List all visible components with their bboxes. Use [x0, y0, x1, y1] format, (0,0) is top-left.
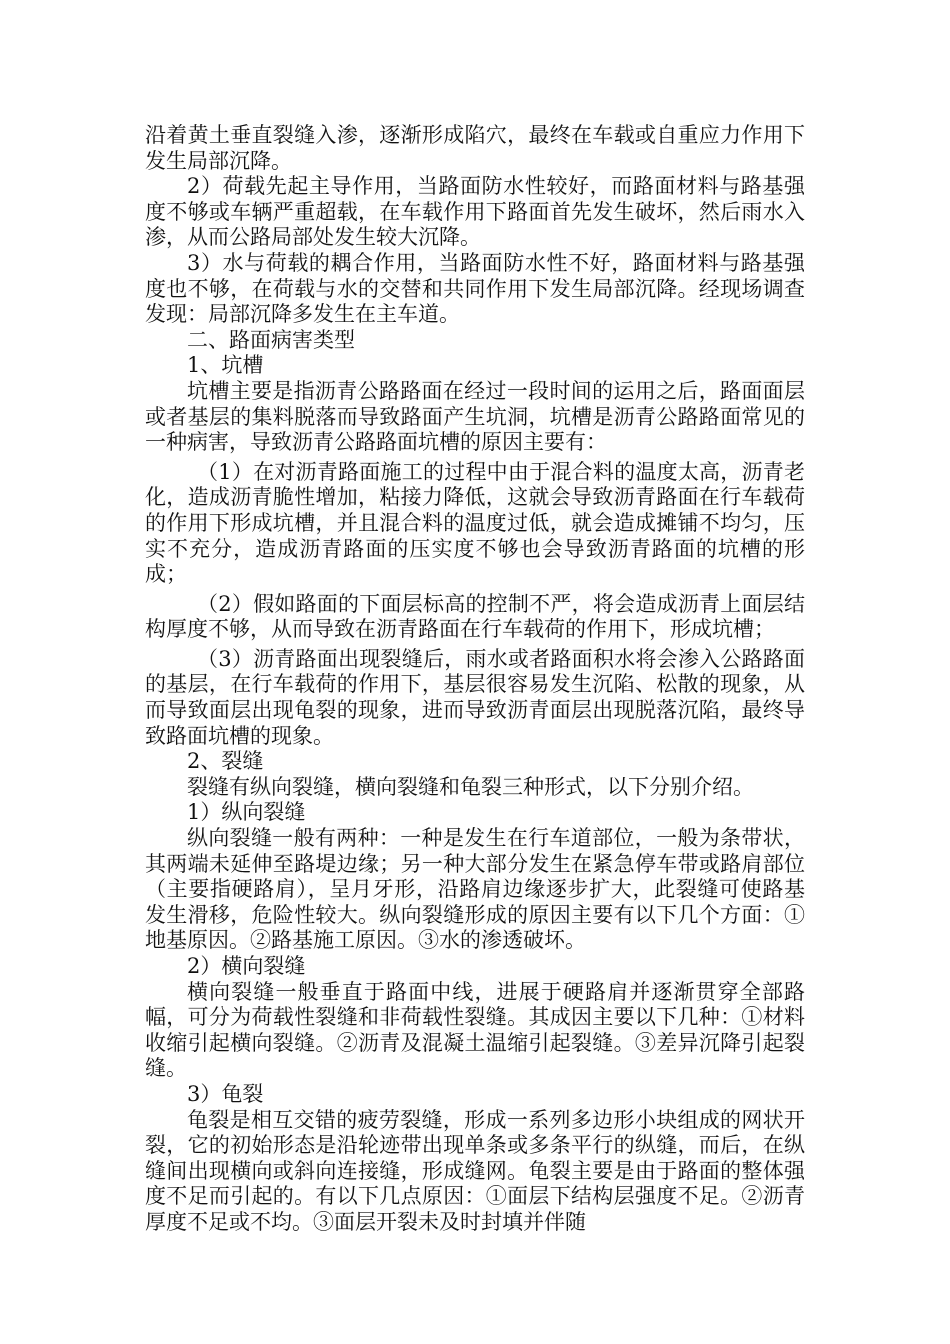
paragraph-cause-3: 3）水与荷载的耦合作用，当路面防水性不好，路面材料与路基强度也不够，在荷载与水的交替和共同作用下发生局部沉降。经现场调查发现：局部沉降多发生在主车道。 — [145, 250, 805, 327]
subheading-potholes: 1、坑槽 — [187, 353, 264, 378]
subheading-cracks: 2、裂缝 — [187, 749, 264, 774]
subheading-longitudinal-cracks: 1）纵向裂缝 — [187, 800, 306, 825]
paragraph-continuation: 沿着黄土垂直裂缝入渗，逐渐形成陷穴，最终在车载或自重应力作用下发生局部沉降。 — [145, 123, 805, 173]
paragraph-pothole-cause-3: （3）沥青路面出现裂缝后，雨水或者路面积水将会渗入公路路面的基层，在行车载荷的作用下，基层很容易发生沉陷、松散的现象，从而导致面层出现龟裂的现象，进而导致沥青面层出现脱落沉陷，最终导致路面坑槽的现象。 — [145, 646, 805, 748]
subheading-alligator-cracks: 3）龟裂 — [187, 1081, 264, 1106]
section-heading-pavement-damage-types: 二、路面病害类型 — [187, 327, 355, 352]
paragraph-potholes-intro: 坑槽主要是指沥青公路路面在经过一段时间的运用之后，路面面层或者基层的集料脱落而导致路面产生坑洞，坑槽是沥青公路路面常见的一种病害，导致沥青公路路面坑槽的原因主要有： — [145, 378, 805, 455]
paragraph-alligator-cracks: 龟裂是相互交错的疲劳裂缝，形成一系列多边形小块组成的网状开裂，它的初始形态是沿轮迹带出现单条或多条平行的纵缝，而后，在纵缝间出现横向或斜向连接缝，形成缝网。龟裂主要是由于路面的整体强度不足而引起的。有以下几点原因：①面层下结构层强度不足。②沥青厚度不足或不均。③面层开裂未及时封填并伴随 — [145, 1107, 805, 1234]
subheading-transverse-cracks: 2）横向裂缝 — [187, 954, 306, 978]
paragraph-longitudinal-cracks: 纵向裂缝一般有两种：一种是发生在行车道部位，一般为条带状，其两端未延伸至路堤边缘；另一种大部分发生在紧急停车带或路肩部位（主要指硬路肩），呈月牙形，沿路肩边缘逐步扩大，此裂缝可使路基发生滑移，危险性较大。纵向裂缝形成的原因主要有以下几个方面：①地基原因。②路基施工原因。③水的渗透破坏。 — [145, 826, 805, 953]
document-body — [145, 123, 805, 1236]
paragraph-cause-2: 2）荷载先起主导作用，当路面防水性较好，而路面材料与路基强度不够或车辆严重超载，在车载作用下路面首先发生破坏，然后雨水入渗，从而公路局部处发生较大沉降。 — [145, 174, 805, 250]
paragraph-cracks-intro: 裂缝有纵向裂缝，横向裂缝和龟裂三种形式，以下分别介绍。 — [187, 774, 754, 799]
paragraph-transverse-cracks: 横向裂缝一般垂直于路面中线，进展于硬路肩并逐渐贯穿全部路幅，可分为荷载性裂缝和非荷载性裂缝。其成因主要以下几种：①材料收缩引起横向裂缝。②沥青及混凝土温缩引起裂缝。③差异沉降引起裂缝。 — [145, 979, 805, 1081]
paragraph-pothole-cause-2: （2）假如路面的下面层标高的控制不严，将会造成沥青上面层结构厚度不够，从而导致在沥青路面在行车载荷的作用下，形成坑槽； — [145, 591, 805, 642]
paragraph-pothole-cause-1: （1）在对沥青路面施工的过程中由于混合料的温度太高，沥青老化，造成沥青脆性增加，粘接力降低，这就会导致沥青路面在行车载荷的作用下形成坑槽，并且混合料的温度过低，就会造成摊铺不均匀，压实不充分，造成沥青路面的压实度不够也会导致沥青路面的坑槽的形成； — [145, 459, 805, 587]
